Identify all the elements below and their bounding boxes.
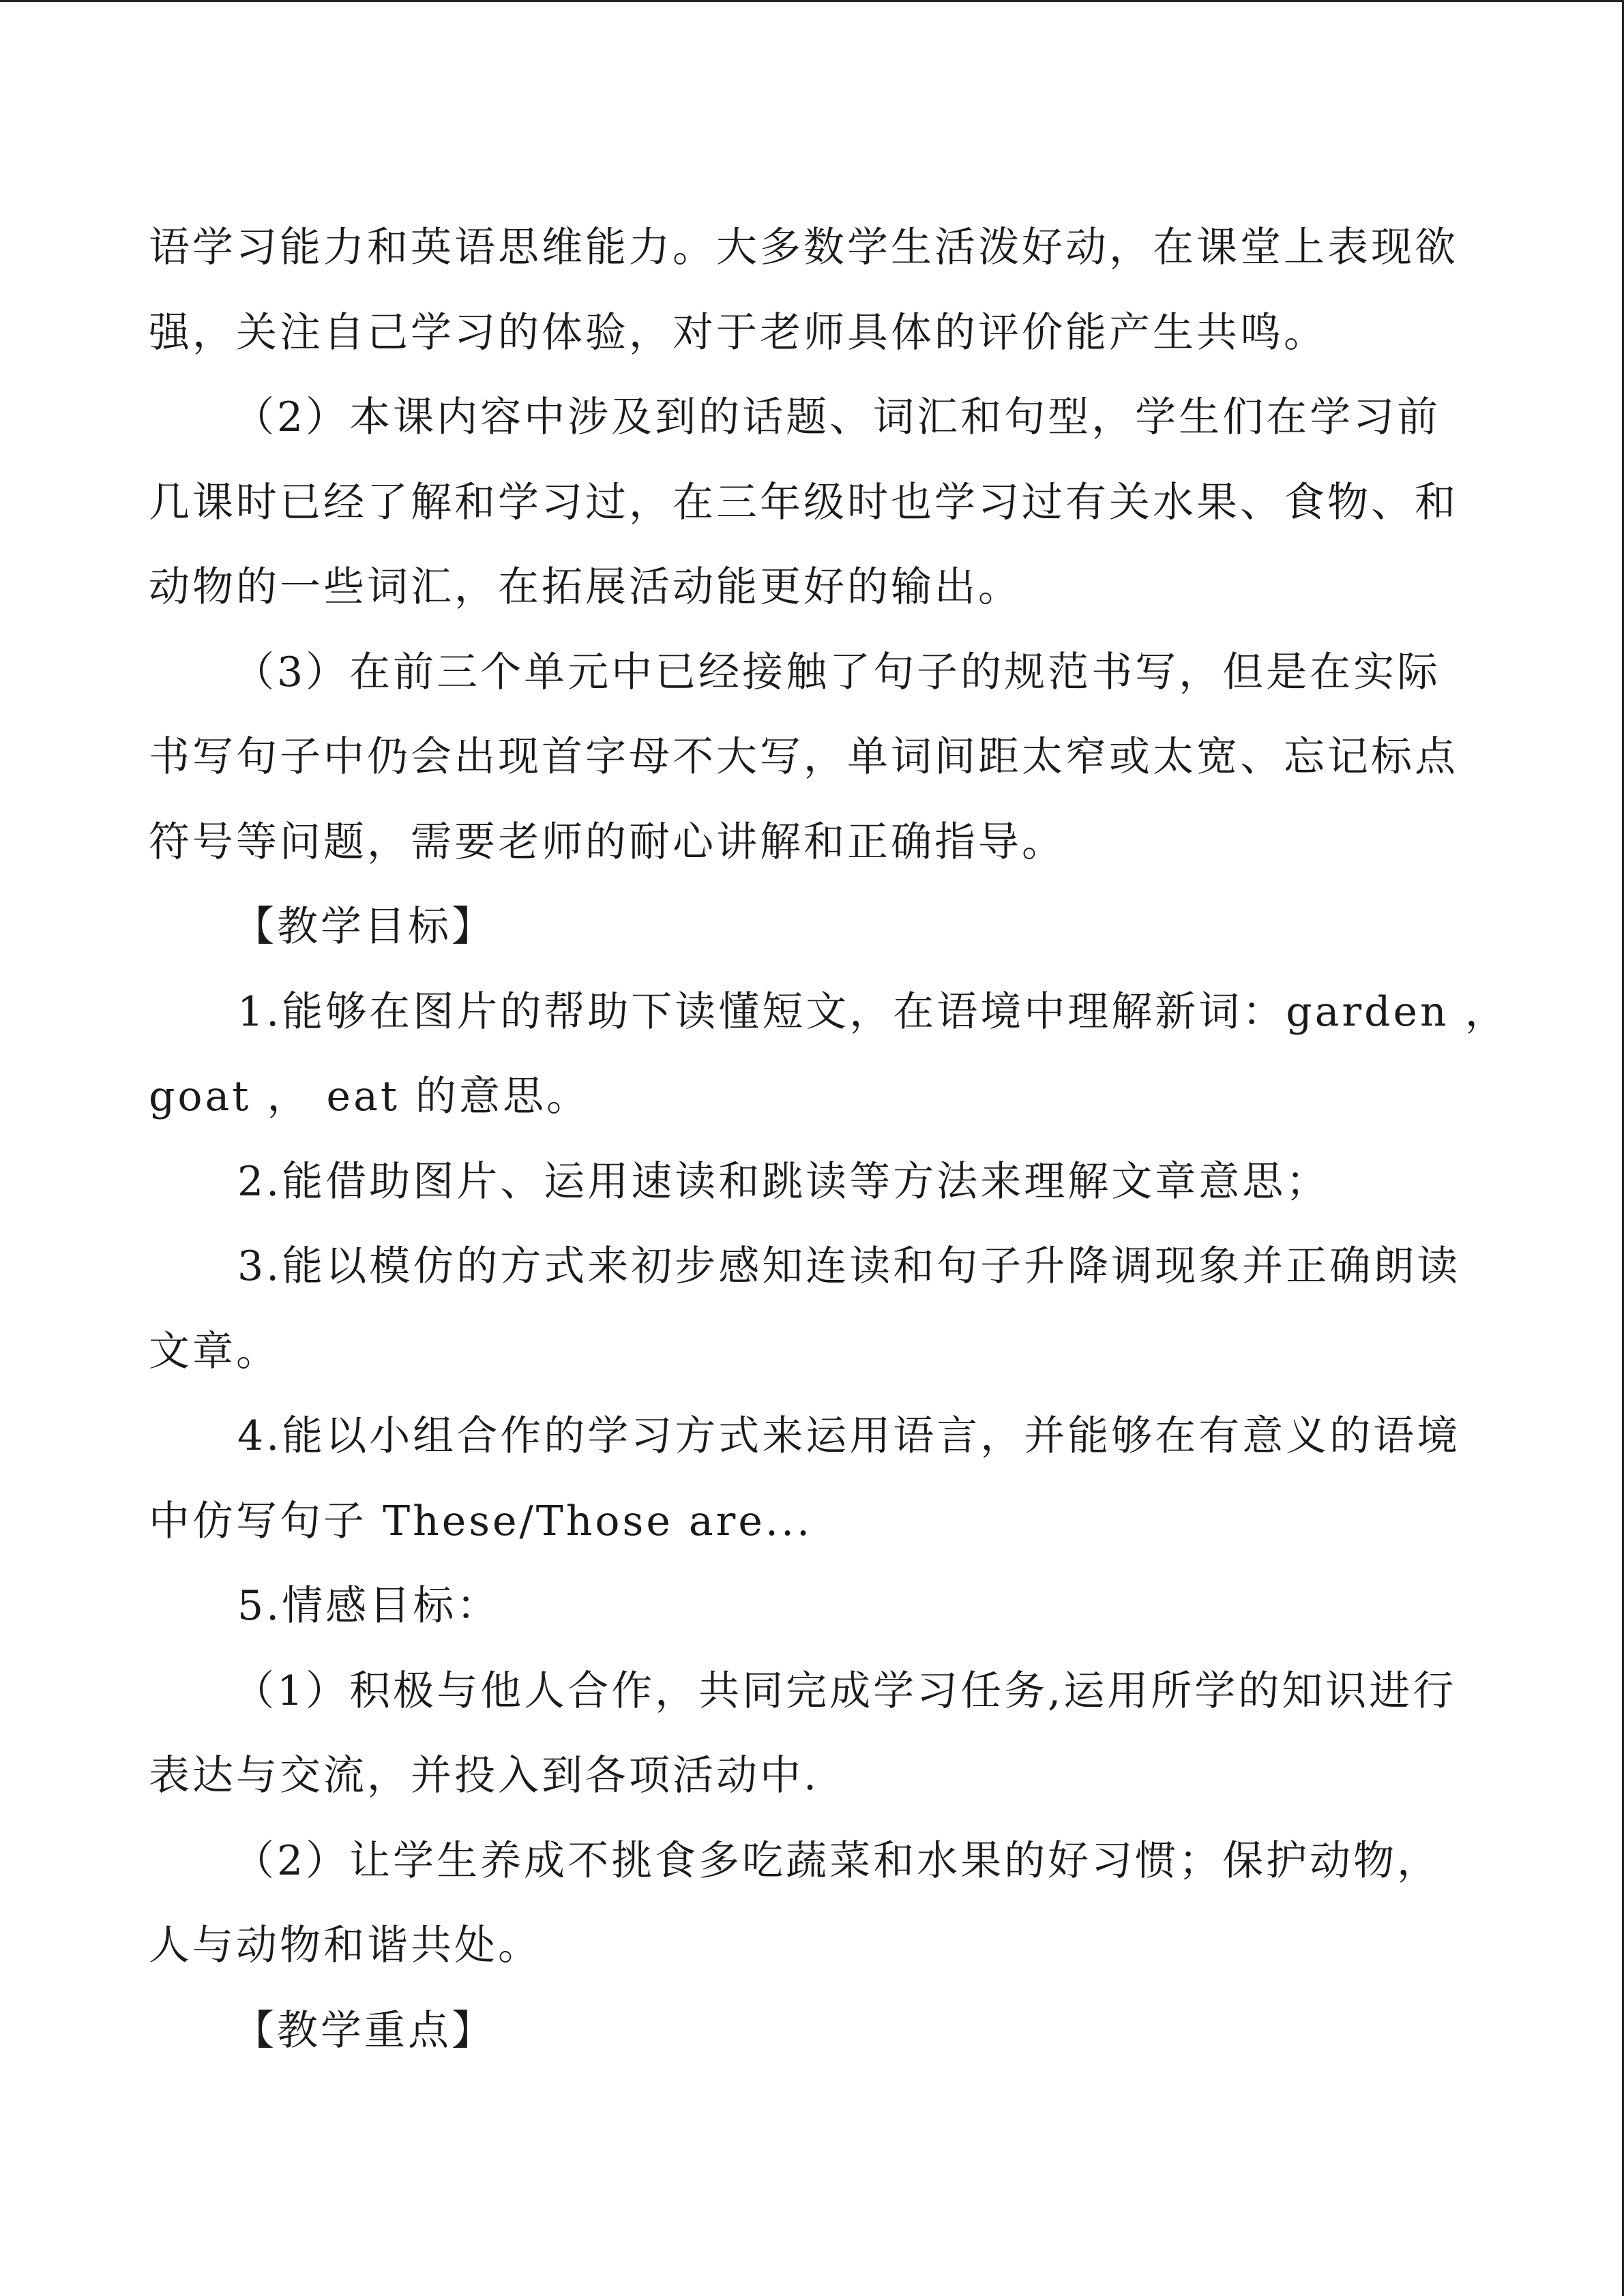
paragraph-line: （3）在前三个单元中已经接触了句子的规范书写，但是在实际 xyxy=(233,648,1441,696)
document-body xyxy=(149,205,1509,2073)
section-heading-teaching-goals: 【教学目标】 xyxy=(233,903,495,951)
paragraph-line: 文章。 xyxy=(149,1327,280,1375)
paragraph-line: （2）让学生养成不挑食多吃蔬菜和水果的好习惯；保护动物， xyxy=(233,1836,1441,1885)
goal-item-3: 3.能以模仿的方式来初步感知连读和句子升降调现象并正确朗读 xyxy=(237,1242,1461,1290)
paragraph-line: 书写句子中仍会出现首字母不大写，单词间距太窄或太宽、忘记标点 xyxy=(149,733,1458,781)
goal-item-2: 2.能借助图片、运用速读和跳读等方法来理解文章意思； xyxy=(237,1157,1330,1206)
paragraph-line: 动物的一些词汇，在拓展活动能更好的输出。 xyxy=(149,563,1022,611)
paragraph-line: （2）本课内容中涉及到的话题、词汇和句型，学生们在学习前 xyxy=(233,393,1441,441)
paragraph-line: 强，关注自己学习的体验，对于老师具体的评价能产生共鸣。 xyxy=(149,308,1327,357)
paragraph-line: 表达与交流，并投入到各项活动中. xyxy=(149,1752,820,1800)
paragraph-line: goat ， eat 的意思。 xyxy=(149,1073,591,1120)
goal-item-5: 5.情感目标： xyxy=(237,1582,501,1630)
paragraph-line: 几课时已经了解和学习过，在三年级时也学习过有关水果、食物、和 xyxy=(149,478,1458,526)
goal-item-1: 1.能够在图片的帮助下读懂短文，在语境中理解新词：garden ， xyxy=(237,987,1509,1036)
paragraph-line: （1）积极与他人合作，共同完成学习任务,运用所学的知识进行 xyxy=(233,1667,1457,1715)
paragraph-line: 符号等问题，需要老师的耐心讲解和正确指导。 xyxy=(149,818,1065,866)
section-heading-teaching-focus: 【教学重点】 xyxy=(233,2006,495,2055)
paragraph-line: 中仿写句子 These/Those are... xyxy=(149,1497,813,1545)
paragraph-line: 语学习能力和英语思维能力。大多数学生活泼好动，在课堂上表现欲 xyxy=(149,224,1458,271)
paragraph-line: 人与动物和谐共处。 xyxy=(149,1922,542,1969)
goal-item-4: 4.能以小组合作的学习方式来运用语言，并能够在有意义的语境 xyxy=(237,1412,1461,1460)
